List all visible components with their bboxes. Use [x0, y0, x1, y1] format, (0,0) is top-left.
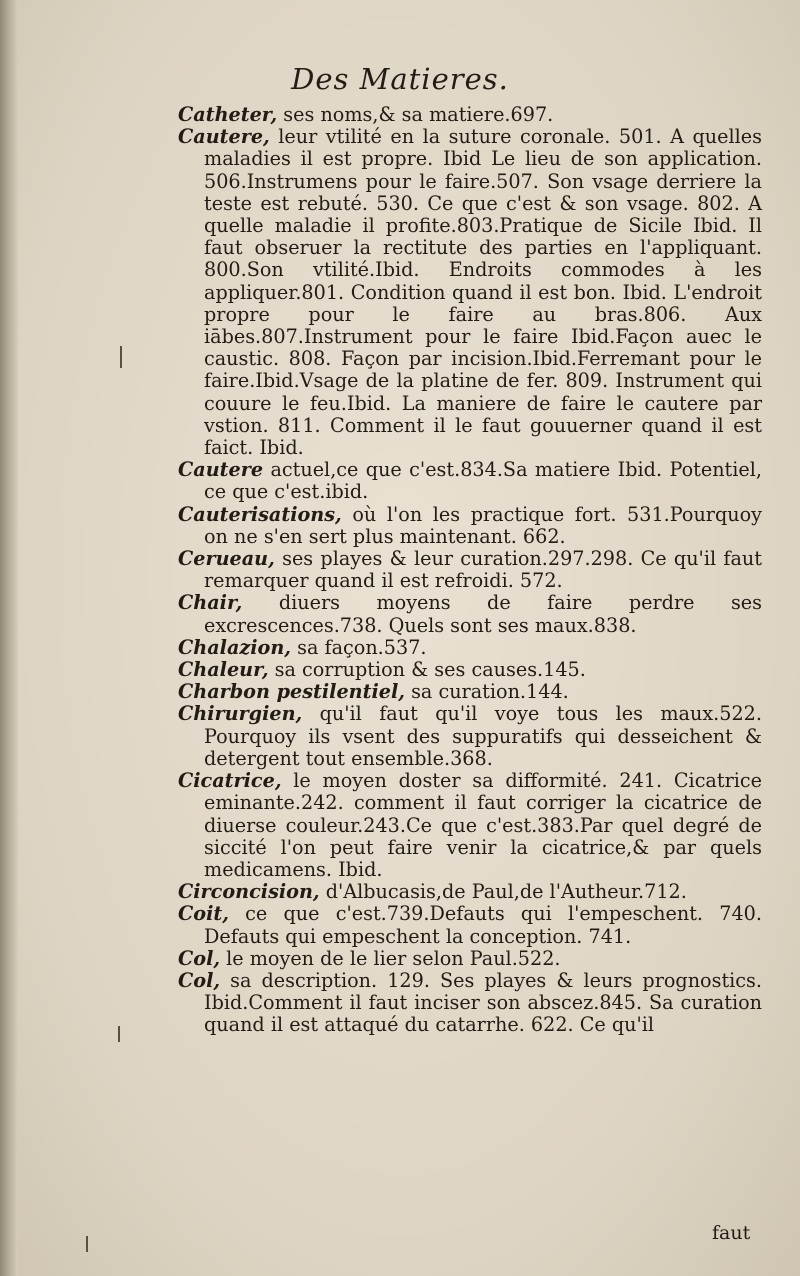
entry-headword: Cautere,	[178, 125, 270, 149]
entry-text: le moyen doster sa difformité. 241. Cicatrice eminante.242. comment il faut corriger la cicatrice de diuerse couleur.243.Ce que c'est.383.Par quel degré de siccité l'on peut faire venir la cicatrice,& par quels medicamens. Ibid.	[204, 769, 762, 881]
index-entry	[178, 459, 762, 503]
entry-headword: Cauterisations,	[178, 502, 342, 526]
entry-headword: Coit,	[178, 902, 229, 926]
index-entry	[178, 903, 762, 947]
margin-mark	[86, 1236, 88, 1252]
entry-text: sa curation.144.	[404, 680, 569, 704]
entry-headword: Charbon pestilentiel,	[178, 680, 405, 704]
index-entry	[178, 948, 762, 970]
entry-text: leur vtilité en la suture coronale. 501. A quelles maladies il est propre. Ibid Le lieu de son application. 506.Instrumens pour le faire.507. Son vsage derriere la teste est rebuté. 530. Ce que c'est & son vsage. 802. A quelle maladie il profite.803.Pratique de Sicile Ibid. Il faut obseruer la rectitute des parties en l'appliquant. 800.Son vtilité.Ibid. Endroits commodes à les appliquer.801. Condition quand il est bon. Ibid. L'endroit propre pour le faire au bras.806. Aux iābes.807.Instrument pour le faire Ibid.Façon auec le caustic. 808. Façon par incision.Ibid.Ferremant pour le faire.Ibid.Vsage de la platine de fer. 809. Instrument qui couure le feu.Ibid. La maniere de faire le cautere par vstion. 811. Comment il le faut gouuerner quand il est faict. Ibid.	[204, 125, 762, 460]
index-entry	[178, 681, 762, 703]
index-entry	[178, 104, 762, 126]
margin-mark	[118, 1026, 120, 1042]
entry-headword: Chair,	[178, 591, 243, 615]
index-entry	[178, 637, 762, 659]
running-head: Des Matieres.	[291, 62, 509, 96]
page-spine-shadow	[0, 0, 18, 1276]
entry-headword: Chalazion,	[178, 635, 291, 659]
entry-headword: Chirurgien,	[178, 702, 303, 726]
entry-text: le moyen de le lier selon Paul.522.	[220, 946, 561, 970]
index-entry	[178, 659, 762, 681]
entry-text: ses noms,& sa matiere.697.	[277, 103, 554, 126]
entry-text: actuel,ce que c'est.834.Sa matiere Ibid. Potentiel, ce que c'est.ibid.	[204, 458, 762, 504]
entry-text: sa façon.537.	[291, 635, 427, 659]
entry-text: ses playes & leur curation.297.298. Ce qu'il faut remarquer quand il est refroidi. 572.	[204, 547, 762, 593]
entry-text: où l'on les practique fort. 531.Pourquoy on ne s'en sert plus maintenant. 662.	[204, 502, 762, 548]
index-entry	[178, 126, 762, 459]
entry-text: sa description. 129. Ses playes & leurs prognostics. Ibid.Comment il faut inciser son abscez.845. Sa curation quand il est attaqué du catarrhe. 622. Ce qu'il	[204, 968, 762, 1037]
entry-headword: Cicatrice,	[178, 769, 282, 793]
index-entry	[178, 703, 762, 770]
index-entry	[178, 770, 762, 881]
index-entry	[178, 881, 762, 903]
entry-text: diuers moyens de faire perdre ses excrescences.738. Quels sont ses maux.838.	[204, 591, 762, 637]
index-entry	[178, 592, 762, 636]
entry-headword: Chaleur,	[178, 658, 269, 682]
margin-mark	[120, 346, 122, 368]
entry-headword: Catheter,	[178, 103, 278, 126]
entry-headword: Col,	[178, 968, 221, 992]
entry-text: sa corruption & ses causes.145.	[268, 658, 586, 682]
entry-text: qu'il faut qu'il voye tous les maux.522. Pourquoy ils vsent des suppuratifs qui desseichent & detergent tout ensemble.368.	[204, 702, 762, 770]
entry-headword: Col,	[178, 946, 221, 970]
entry-headword: Circoncision,	[178, 880, 320, 904]
entry-headword: Cerueau,	[178, 547, 275, 571]
index-entries	[178, 104, 762, 1037]
index-entry	[178, 504, 762, 548]
index-entry	[178, 970, 762, 1037]
entry-headword: Cautere	[178, 458, 264, 482]
entry-text: d'Albucasis,de Paul,de l'Autheur.712.	[319, 880, 687, 904]
index-entry	[178, 548, 762, 592]
entry-text: ce que c'est.739.Defauts qui l'empeschent. 740. Defauts qui empeschent la conception. 741.	[204, 902, 762, 948]
catchword: faut	[712, 1222, 751, 1244]
